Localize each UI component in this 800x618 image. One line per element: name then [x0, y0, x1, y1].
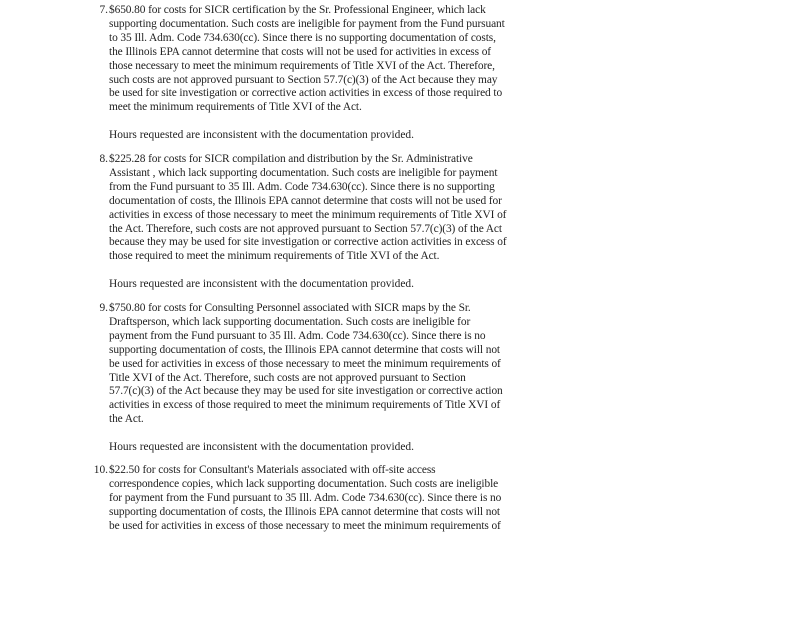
- text-line: supporting documentation of costs, the Illinois EPA cannot determine that costs will not: [109, 505, 500, 518]
- text-line: 57.7(c)(3) of the Act because they may be used for site investigation or corrective action: [109, 385, 503, 398]
- text-line: the Act. Therefore, such costs are not approved pursuant to Section 57.7(c)(3) of the Act: [109, 222, 502, 235]
- list-item-7: [90, 4, 530, 143]
- text-line: $22.50 for costs for Consultant's Materials associated with off-site access: [109, 464, 436, 476]
- text-line: those required to meet the minimum requirements of Title XVI of the Act.: [109, 250, 440, 263]
- text-line: Assistant , which lack supporting documentation. Such costs are ineligible for payment: [109, 166, 498, 179]
- text-line: those necessary to meet the minimum requirements of Title XVI of the Act. Therefore,: [109, 59, 495, 72]
- text-line: payment from the Fund pursuant to 35 Ill. Adm. Code 734.630(cc). Since there is no: [109, 329, 486, 342]
- text-line: supporting documentation of costs, the Illinois EPA cannot determine that costs will not: [109, 343, 500, 356]
- text-line: supporting documentation. Such costs are ineligible for payment from the Fund pursuant: [109, 17, 505, 30]
- item-number: 10.: [93, 464, 108, 476]
- text-line: activities in excess of those required to meet the minimum requirements of Title XVI of: [109, 399, 501, 412]
- text-line: activities in excess of those necessary to meet the minimum requirements of Title XVI of: [109, 208, 507, 221]
- list-item-10: [90, 464, 530, 534]
- text-line: be used for activities in excess of those necessary to meet the minimum requirements of: [109, 519, 501, 532]
- text-line: meet the minimum requirements of Title XVI of the Act.: [109, 101, 362, 114]
- text-line: documentation of costs, the Illinois EPA cannot determine that costs will not be used for: [109, 194, 502, 207]
- list-item-9: [90, 302, 530, 455]
- text-line: the Act.: [109, 413, 144, 426]
- item-number: 8.: [99, 153, 108, 165]
- item-paragraph: [109, 302, 530, 427]
- item-paragraph: [109, 464, 530, 534]
- text-line: to 35 Ill. Adm. Code 734.630(cc). Since there is no supporting documentation of costs,: [109, 31, 496, 44]
- item-number: 7.: [99, 4, 108, 16]
- text-line: correspondence copies, which lack supporting documentation. Such costs are ineligible: [109, 477, 499, 490]
- text-line: be used for site investigation or corrective action activities in excess of those required to: [109, 87, 503, 100]
- text-line: the Illinois EPA cannot determine that costs will not be used for activities in excess of: [109, 45, 491, 58]
- item-paragraph: [109, 153, 530, 264]
- text-line: such costs are not approved pursuant to Section 57.7(c)(3) of the Act because they may: [109, 73, 498, 86]
- text-line: $650.80 for costs for SICR certification by the Sr. Professional Engineer, which lack: [109, 4, 486, 16]
- text-line: $225.28 for costs for SICR compilation and distribution by the Sr. Administrative: [109, 153, 473, 165]
- item-note: Hours requested are inconsistent with the documentation provided.: [109, 129, 414, 142]
- list-item-8: [90, 153, 530, 292]
- text-line: $750.80 for costs for Consulting Personnel associated with SICR maps by the Sr.: [109, 302, 471, 314]
- item-note: Hours requested are inconsistent with the documentation provided.: [109, 441, 414, 454]
- item-note: Hours requested are inconsistent with the documentation provided.: [109, 278, 414, 291]
- text-line: Draftsperson, which lack supporting documentation. Such costs are ineligible for: [109, 315, 471, 328]
- text-line: Title XVI of the Act. Therefore, such costs are not approved pursuant to Section: [109, 371, 466, 384]
- item-paragraph: [109, 4, 530, 115]
- text-line: for payment from the Fund pursuant to 35 Ill. Adm. Code 734.630(cc). Since there is no: [109, 491, 502, 504]
- item-number: 9.: [99, 302, 108, 314]
- text-line: from the Fund pursuant to 35 Ill. Adm. Code 734.630(cc). Since there is no supporting: [109, 180, 495, 193]
- text-line: be used for activities in excess of those necessary to meet the minimum requirements of: [109, 357, 501, 370]
- text-line: because they may be used for site investigation or corrective action activities in excess of: [109, 236, 507, 249]
